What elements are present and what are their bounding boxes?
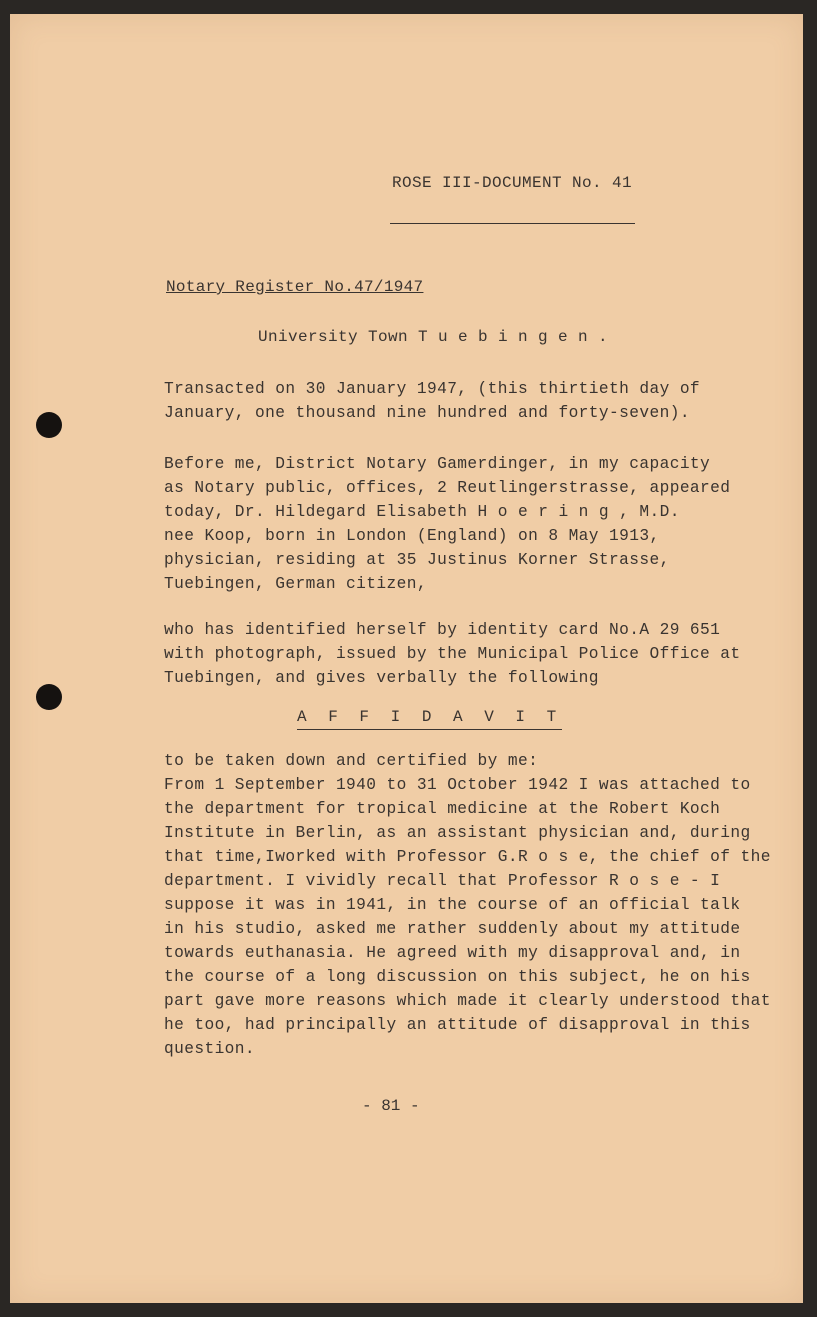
text-line: towards euthanasia. He agreed with my disapproval and, in (164, 944, 741, 962)
header-rule (390, 223, 635, 224)
text-line: Transacted on 30 January 1947, (this thirtieth day of (164, 380, 701, 398)
page-number: - 81 - (362, 1097, 420, 1115)
text-line: From 1 September 1940 to 31 October 1942 I was attached to (164, 776, 751, 794)
document-id: ROSE III-DOCUMENT No. 41 (392, 174, 633, 192)
text-line: that time,Iworked with Professor G.R o s e, the chief of the (164, 848, 771, 866)
text-line: with photograph, issued by the Municipal Police Office at (164, 645, 741, 663)
affidavit-title: A F F I D A V I T (297, 708, 562, 730)
document-page (10, 14, 803, 1303)
text-line: the course of a long discussion on this subject, he on his (164, 968, 751, 986)
text-line: in his studio, asked me rather suddenly about my attitude (164, 920, 741, 938)
text-line: question. (164, 1040, 256, 1058)
text-line: the department for tropical medicine at the Robert Koch (164, 800, 721, 818)
paragraph-identified (164, 618, 741, 690)
text-line: as Notary public, offices, 2 Reutlingerstrasse, appeared (164, 479, 731, 497)
text-line: January, one thousand nine hundred and forty-seven). (164, 404, 690, 422)
town-heading: University Town T u e b i n g e n . (258, 328, 609, 346)
text-line: part gave more reasons which made it clearly understood that (164, 992, 771, 1010)
paragraph-before-me (164, 452, 730, 596)
text-line: Institute in Berlin, as an assistant physician and, during (164, 824, 751, 842)
punch-hole-bottom (36, 684, 62, 710)
text-line: to be taken down and certified by me: (164, 752, 539, 770)
text-line: physician, residing at 35 Justinus Korner Strasse, (164, 551, 670, 569)
text-line: Tuebingen, German citizen, (164, 575, 427, 593)
text-line: Before me, District Notary Gamerdinger, in my capacity (164, 455, 711, 473)
text-line: Tuebingen, and gives verbally the following (164, 669, 599, 687)
text-line: department. I vividly recall that Professor R o s e - I (164, 872, 721, 890)
notary-register: Notary Register No.47/1947 (166, 278, 424, 296)
paragraph-affidavit-body (164, 749, 771, 1061)
text-line: nee Koop, born in London (England) on 8 May 1913, (164, 527, 660, 545)
text-line: suppose it was in 1941, in the course of an official talk (164, 896, 741, 914)
text-line: today, Dr. Hildegard Elisabeth H o e r i n g , M.D. (164, 503, 680, 521)
text-line: who has identified herself by identity card No.A 29 651 (164, 621, 721, 639)
text-line: he too, had principally an attitude of disapproval in this (164, 1016, 751, 1034)
paragraph-transacted (164, 377, 700, 425)
punch-hole-top (36, 412, 62, 438)
